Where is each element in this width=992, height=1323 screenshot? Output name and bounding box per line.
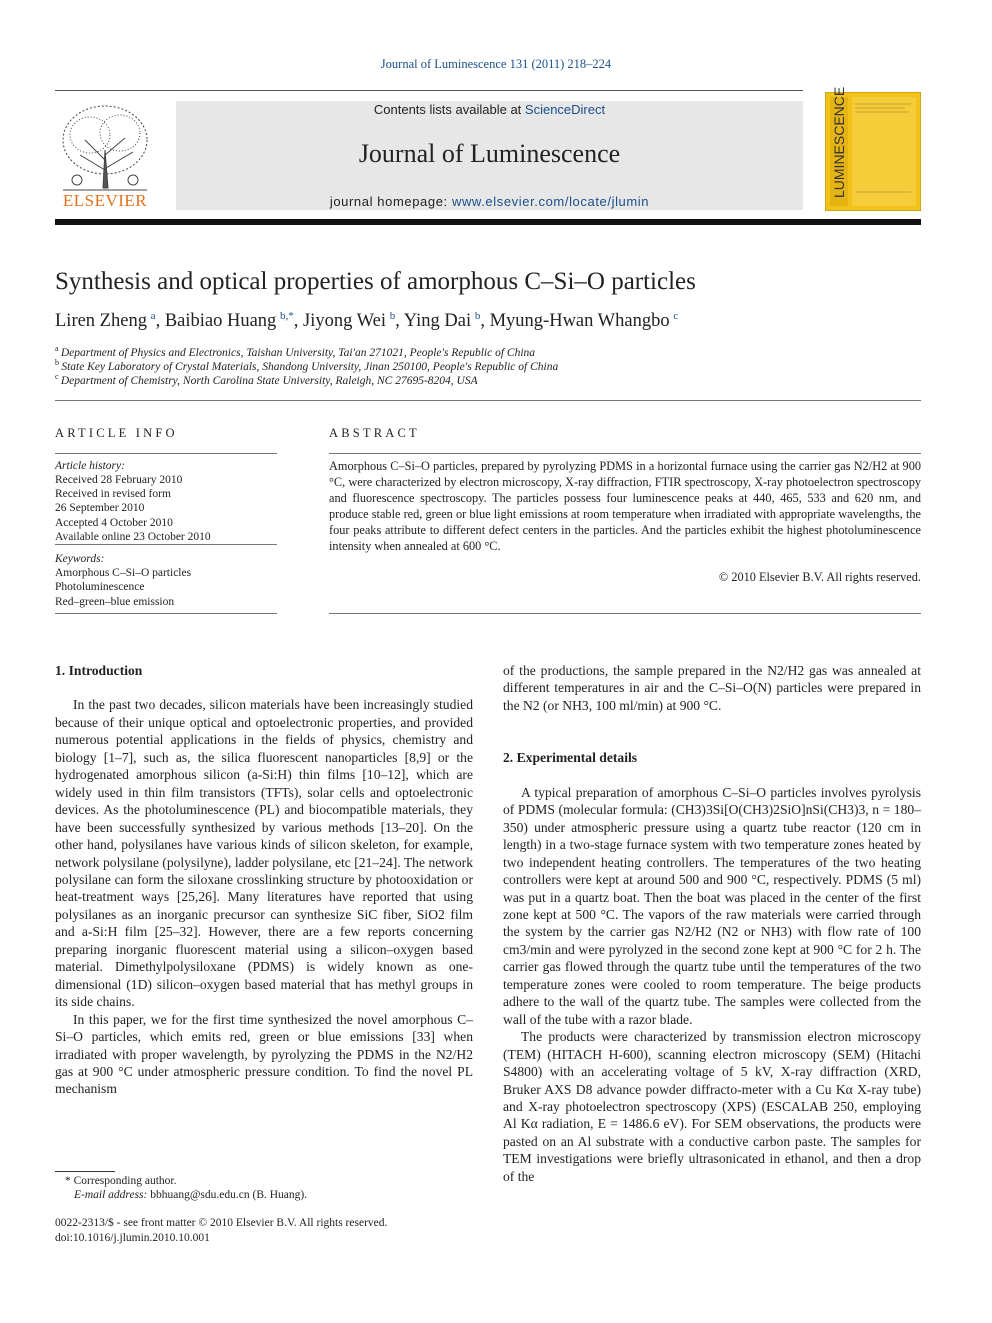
issn-line — [55, 1216, 387, 1245]
header-thick-rule — [55, 219, 921, 225]
contents-line — [176, 102, 803, 117]
email-label: E-mail address: — [74, 1189, 151, 1201]
section-heading-experimental: 2. Experimental details — [503, 750, 638, 766]
author[interactable]: Jiyong Wei $^b$ — [303, 310, 396, 332]
author[interactable]: Ying Dai $^b$ — [403, 310, 481, 332]
paragraph: In the past two decades, silicon materials have been increasingly studied because of their unique optical and optoelectronic properties, and provided numerous potential applications in the fields of physics, chemistry and biology [1–7], such as, the silica fluorescent nanoparticles [8,9] or the hydrogenated amorphous silicon (a-Si:H) thin films [10–12], which are widely used in thin film transistors (TFTs), solar cells and optoelectronic devices. As the photoluminescence (PL) and biocompatible materials, they have been successfully synthesized by various methods [13–20]. On the other hand, polysilanes have various kinds of silicon skeleton, for example, network polysilane (polysilyne), ladder polysilane, etc [21–24]. The network polysilane can form the siloxane crosslinking structure by photooxidation or heat-treatment ways [25,26]. Many literatures have reported that using polysilanes as an inorganic precursor can synthesize SiC fiber, SiO2 film and a-Si:H film [25–32]. However, there are a few reports concerning preparing inorganic fluorescent material using a silicon–oxygen based material. Dimethylpolysiloxane (PDMS) is widely known as one-dimensional (1D) silicon–oxygen based material that has methyl groups in its side chains. — [55, 697, 473, 1010]
article-title: Synthesis and optical properties of amorphous C–Si–O particles — [55, 268, 696, 295]
keywords-label: Keywords: — [55, 553, 105, 565]
email-address[interactable]: bbhuang@sdu.edu.cn (B. Huang). — [150, 1189, 308, 1201]
homepage-prefix: journal homepage: — [329, 194, 452, 209]
abstract-heading: ABSTRACT — [329, 426, 420, 440]
affiliation: $^a$ Department of Physics and Electronics, Taishan University, Tai'an 271021, People's Republic of China — [55, 344, 536, 359]
abstract-rule — [329, 613, 921, 614]
body-column-right — [503, 662, 921, 1185]
contents-prefix: Contents lists available at — [373, 102, 525, 117]
issn-text: 0022-2313/$ - see front matter © 2010 Elsevier B.V. All rights reserved. — [55, 1217, 388, 1229]
article-info-rule — [55, 613, 277, 614]
doi-text[interactable]: doi:10.1016/j.jlumin.2010.10.001 — [55, 1231, 210, 1244]
paragraph: of the productions, the sample prepared in the N2/H2 gas was annealed at different temperatures in air and the C–Si–O(N) particles were prepared in the N2 (or NH3, 100 ml/min) at 900 °C. — [503, 663, 921, 713]
journal-homepage — [176, 194, 803, 209]
affiliation: $^b$ State Key Laboratory of Crystal Materials, Shandong University, Jinan 250100, People's Republic of China — [55, 358, 559, 373]
journal-title: Journal of Luminescence — [358, 139, 621, 168]
corresponding-author-note: * Corresponding author. — [65, 1175, 177, 1187]
abstract-rule — [329, 453, 921, 454]
history-item: Received 28 February 2010 — [55, 474, 183, 486]
history-item: 26 September 2010 — [55, 502, 145, 514]
body-column-left — [55, 662, 473, 1098]
keyword: Red–green–blue emission — [55, 596, 175, 608]
sciencedirect-link[interactable]: ScienceDirect — [524, 102, 606, 117]
article-info-rule — [55, 453, 277, 454]
history-item: Accepted 4 October 2010 — [55, 517, 173, 529]
elsevier-logo[interactable] — [55, 100, 155, 212]
author[interactable]: Baibiao Huang $^{b,*}$ — [164, 310, 294, 332]
paragraph: The products were characterized by transmission electron microscopy (TEM) (HITACH H-600), scanning electron microscopy (SEM) (Hitachi S4800) with an accelerating voltage of 5 kV, X-ray diffraction (XRD, Bruker AXS D8 advance powder diffracto-meter with a Cu Kα X-ray tube) and X-ray photoelectron spectroscopy (XPS) (ESCALAB 250, employing Al Kα radiation, E = 1486.6 eV). For SEM observations, the products were pasted on an Al substrate with a conductive carbon paste. The samples for TEM investigations were briefly ultrasonicated in ethanol, and then a drop of the — [503, 1029, 921, 1184]
elsevier-wordmark: ELSEVIER — [62, 191, 148, 210]
keyword: Photoluminescence — [55, 581, 145, 593]
abstract-copyright: © 2010 Elsevier B.V. All rights reserved. — [718, 570, 921, 584]
author-list: Liren Zheng $^a$, Baibiao Huang $^{b,*}$, Jiyong Wei $^b$, Ying Dai $^b$, Myung-Hwan Whangbo $^c$ — [55, 310, 679, 332]
homepage-link[interactable]: www.elsevier.com/locate/jlumin — [451, 194, 650, 209]
journal-cover[interactable] — [825, 86, 921, 211]
header-rule — [55, 90, 803, 91]
history-label: Article history: — [55, 460, 125, 472]
paragraph: In this paper, we for the first time synthesized the novel amorphous C–Si–O particles, which emits red, green or blue emissions [33] when irradiated with proper wavelength, by pyrolyzing the PDMS in the N2/H2 gas at 900 °C under atmospheric pressure condition. To find the novel PL mechanism — [55, 1011, 473, 1097]
article-info-rule — [55, 544, 277, 545]
abstract-text: Amorphous C–Si–O particles, prepared by pyrolyzing PDMS in a horizontal furnace using the carrier gas N2/H2 at 900 °C, were characterized by electron microscopy, X-ray diffraction, FTIR spectroscopy, X-ray photoelectron spectroscopy and fluorescence spectroscopy. The particles possess four luminescence peaks at 440, 465, 533 and 620 nm, and produce stable red, green or blue light emissions at room temperature when irradiated with appropriate wavelengths, the four peaks attribute to different defect centers in the particles. And the particles exhibit the highest photoluminescence intensity when annealed at 600 °C. — [329, 459, 921, 553]
paragraph: A typical preparation of amorphous C–Si–O particles involves pyrolysis of PDMS (molecular formula: (CH3)3Si[O(CH3)2SiO]nSi(CH3)3, n = 180–350) under atmospheric pressure using a quartz tube reactor (120 cm in length) in a two-stage furnace system with two temperature zones heated by two independent heating controllers. The temperatures of the two heating controllers were kept at around 500 and 900 °C, respectively. PDMS (5 ml) was put in a quartz boat. Then the boat was placed in the center of the first zone kept at 500 °C. The vapors of the raw materials were carried through the system by the carrier gas N2/H2 (N2 or NH3) with flow rate of 100 cm3/min and were pyrolyzed in the second zone kept at 900 °C for 2 h. The carrier gas flowed through the quartz tube until the temperatures of the two temperature zones were cooled to room temperature. The beige products adhere to the wall of the quartz tube. The samples were collected from the wall of the tube with a razor blade. — [503, 784, 921, 1027]
cover-title: LUMINESCENCE — [831, 86, 847, 198]
email-note — [74, 1189, 307, 1201]
affiliation-rule — [55, 400, 921, 401]
history-item: Received in revised form — [55, 488, 171, 500]
keyword: Amorphous C–Si–O particles — [55, 567, 192, 579]
footnote-rule — [55, 1171, 115, 1172]
section-heading-introduction: 1. Introduction — [55, 663, 143, 678]
history-item: Available online 23 October 2010 — [55, 531, 211, 543]
author[interactable]: Myung-Hwan Whangbo $^c$ — [489, 310, 679, 332]
article-info-heading: ARTICLE INFO — [55, 426, 178, 440]
affiliation: $^c$ Department of Chemistry, North Carolina State University, Raleigh, NC 27695-8204, USA — [55, 372, 478, 387]
journal-citation[interactable]: Journal of Luminescence 131 (2011) 218–224 — [380, 57, 612, 71]
author[interactable]: Liren Zheng $^a$ — [55, 310, 156, 332]
